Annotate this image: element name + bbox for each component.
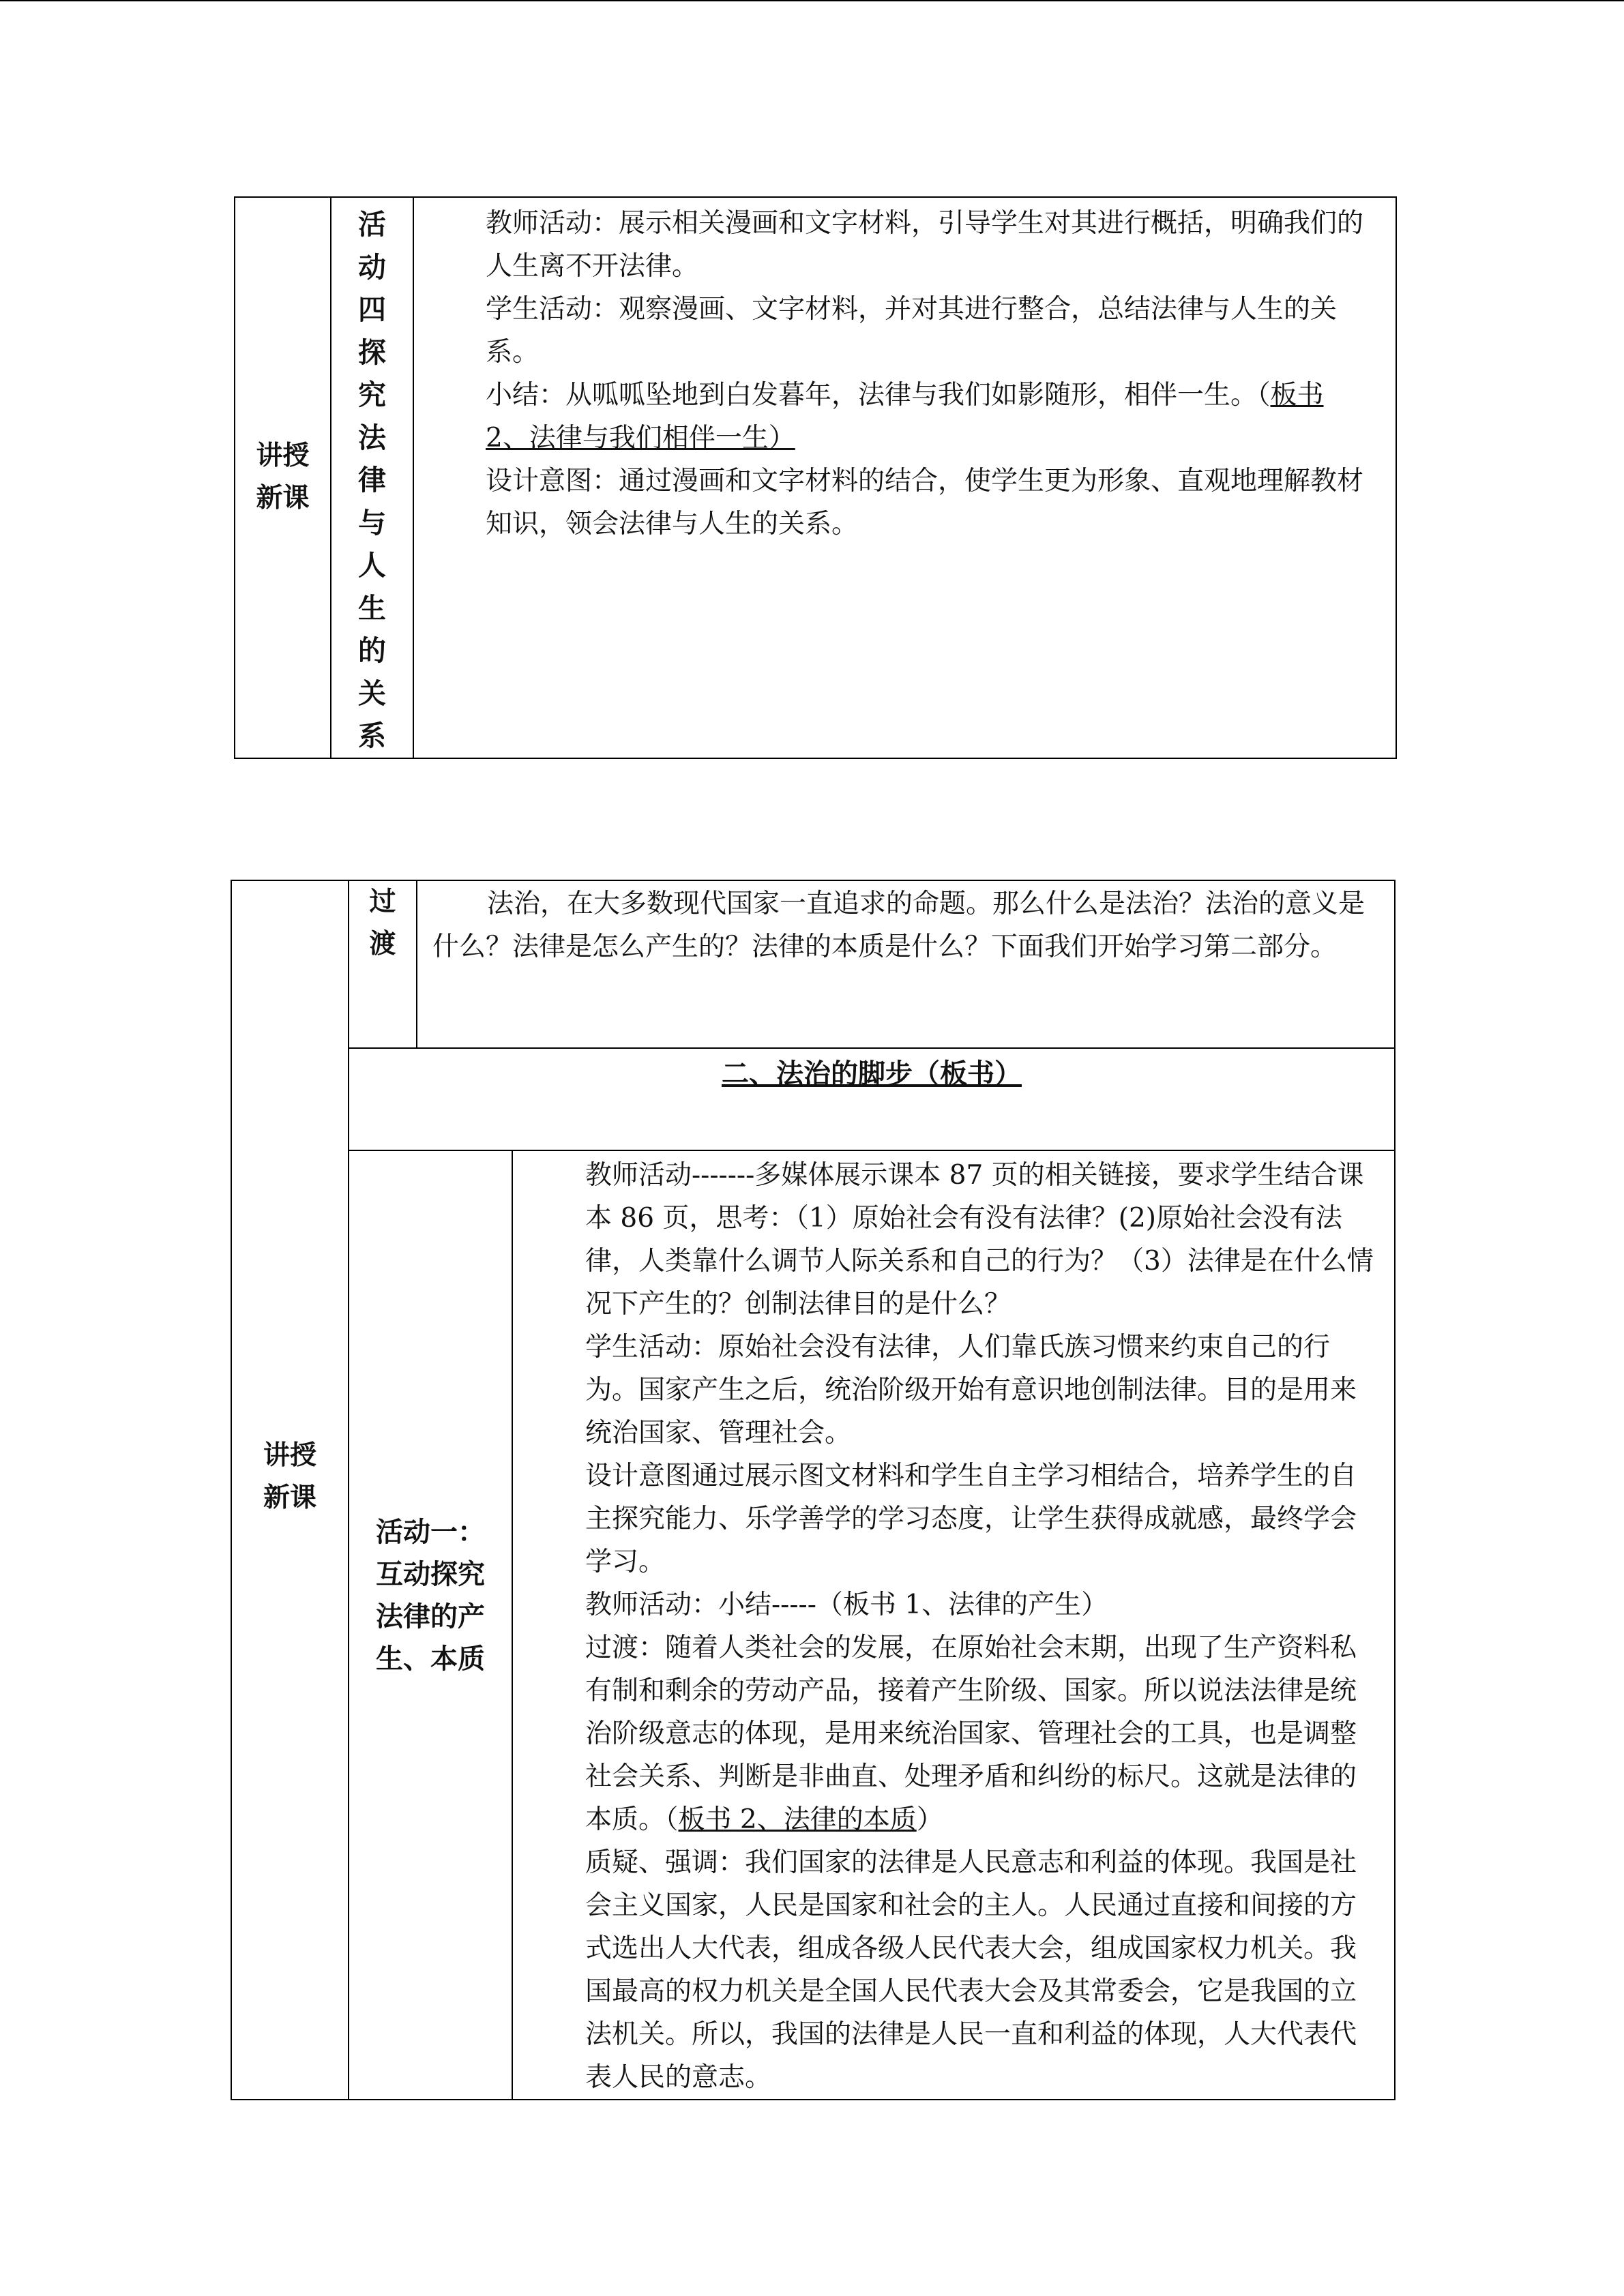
activity-char: 的 [358,634,386,667]
activity-char: 法 [358,421,386,454]
activity-char: 探 [358,336,386,369]
activity-char: 系 [358,719,386,752]
section-label-line-1: 讲授 [256,441,310,472]
activity-char: 四 [358,293,386,326]
question-emphasis: 质疑、强调：我们国家的法律是人民意志和利益的体现。我国是社会主义国家，人民是国家和社会的主人。人民通过直接和间接的方式选出人大代表，组成各级人民代表大会，组成国家权力机关。我国最高的权力机关是全国人民代表大会及其常委会，它是我国的立法机关。所以，我国的法律是人民一直和利益的体现，人大代表代表人民的意志。 [585,1847,1357,2093]
student-activity: 学生活动：观察漫画、文字材料，并对其进行整合，总结法律与人生的关系。 [486,294,1338,368]
transition-text: 法治，在大多数现代国家一直追求的命题。那么什么是法治？法治的意义是什么？法律是怎么产生的？法律的本质是什么？下面我们开始学习第二部分。 [432,889,1365,962]
activity-four-label-cell [331,197,413,758]
section-heading-cell [349,1048,1395,1150]
student-activity: 学生活动：原始社会没有法律，人们靠氏族习惯来约束自己的行为。国家产生之后，统治阶级开始有意识地创制法律。目的是用来统治国家、管理社会。 [585,1332,1357,1448]
design-intent: 设计意图通过展示图文材料和学生自主学习相结合，培养学生的自主探究能力、乐学善学的学习态度，让学生获得成就感，最终学会学习。 [585,1461,1357,1577]
activity-char: 究 [358,378,386,411]
section-label-cell [231,880,349,2100]
board-note: 板书 2、法律与我们相伴一生） [486,380,1324,453]
activity-one-label-line: 活动一： [376,1517,485,1548]
transition-content [417,880,1395,1048]
teacher-summary: 教师活动：小结-----（板书 1、法律的产生） [585,1590,1108,1620]
teacher-activity: 教师活动：展示相关漫画和文字材料，引导学生对其进行概括，明确我们的人生离不开法律。 [486,208,1364,282]
transition-paragraph [585,1626,1376,1841]
section-label-line-1: 讲授 [263,1440,316,1471]
activity-char: 动 [358,250,386,284]
summary-text: 小结：从呱呱坠地到白发暮年，法律与我们如影随形，相伴一生。（ [486,380,1271,411]
activity-char: 与 [358,506,386,539]
activity-one-label-cell [349,1150,512,2100]
activity-one-label-line: 互动探究 [376,1559,485,1590]
section-heading: 二、法治的脚步（板书） [722,1058,1022,1090]
design-intent: 设计意图：通过漫画和文字材料的结合，使学生更为形象、直观地理解教材知识，领会法律与人生的关系。 [486,466,1364,539]
transition-label-line-1: 过 [369,886,396,917]
transition-label-line-2: 渡 [369,929,396,959]
activity-one-label-line: 生、本质 [376,1643,485,1675]
board-note: 板书 2、法律的本质 [678,1804,917,1835]
activity-char: 人 [358,549,386,582]
activity-char: 律 [358,464,386,496]
transition-paragraph-end: ） [916,1804,943,1835]
lesson-table-1 [234,196,1397,759]
activity-one-content [512,1150,1395,2100]
activity-char: 生 [358,591,386,625]
page-top-border [0,0,1624,1]
section-label-line-2: 新课 [263,1482,316,1513]
activity-one-label-line: 法律的产 [376,1601,485,1632]
lesson-table-2 [231,880,1396,2100]
transition-label-cell [349,880,417,1048]
section-label-cell [235,197,331,758]
activity-char: 关 [358,676,386,710]
activity-char: 活 [358,208,386,241]
activity-four-content [413,197,1396,758]
summary [486,374,1375,460]
teacher-activity: 教师活动-------多媒体展示课本 87 页的相关链接，要求学生结合课本 86 页，思考：（1）原始社会有没有法律？(2)原始社会没有法律，人类靠什么调节人际关系和自己的行为？（3）法律是在什么情况下产生的？创制法律目的是什么？ [585,1160,1374,1320]
transition-paragraph-text: 过渡：随着人类社会的发展，在原始社会末期，出现了生产资料私有制和剩余的劳动产品，接着产生阶级、国家。所以说法法律是统治阶级意志的体现，是用来统治国家、管理社会的工具，也是调整社会关系、判断是非曲直、处理矛盾和纠纷的标尺。这就是法律的本质。（ [585,1632,1357,1835]
section-label-line-2: 新课 [256,483,310,514]
